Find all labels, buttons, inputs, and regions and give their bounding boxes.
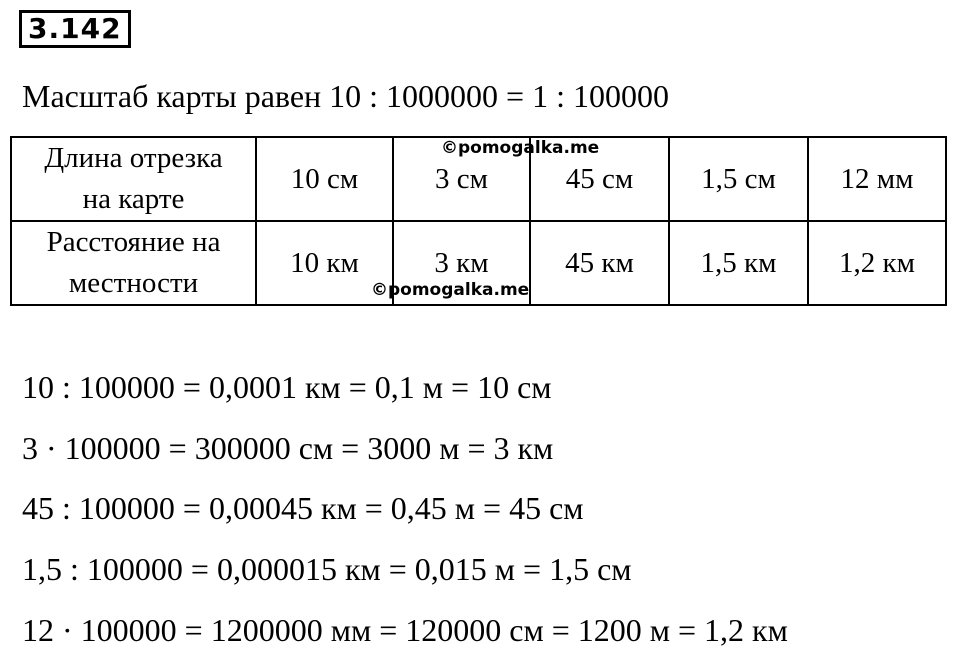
- row-header-line: на карте: [82, 183, 185, 215]
- table-cell: 3 км: [393, 221, 530, 305]
- table-cell: 3 см: [393, 137, 530, 221]
- row-header-line: Расстояние на: [46, 226, 221, 258]
- table-cell: 12 мм: [808, 137, 946, 221]
- row-header-line: местности: [68, 267, 199, 299]
- problem-number: 3.142: [19, 10, 131, 48]
- calculation-line: 45 : 100000 = 0,00045 км = 0,45 м = 45 см: [22, 490, 584, 526]
- calculation-line: 12 · 100000 = 1200000 мм = 120000 см = 1200 м = 1,2 км: [22, 612, 788, 648]
- calculation-line: 1,5 : 100000 = 0,000015 км = 0,015 м = 1,5 см: [22, 551, 632, 587]
- calculation-line: 10 : 100000 = 0,0001 км = 0,1 м = 10 см: [22, 369, 552, 405]
- row-header-line: Длина отрезка: [44, 142, 223, 174]
- table-cell: 1,5 см: [669, 137, 808, 221]
- calculation-line: 3 · 100000 = 300000 см = 3000 м = 3 км: [22, 430, 554, 466]
- table-cell: 10 км: [256, 221, 393, 305]
- table-cell: 45 км: [530, 221, 669, 305]
- row-header-ground-distance: [11, 221, 256, 305]
- watermark: ©pomogalka.me: [371, 280, 530, 300]
- watermark: ©pomogalka.me: [441, 138, 600, 158]
- table-cell: 1,5 км: [669, 221, 808, 305]
- row-header-map-length: [11, 137, 256, 221]
- scale-statement: Масштаб карты равен 10 : 1000000 = 1 : 100000: [22, 78, 669, 114]
- table-cell: 1,2 км: [808, 221, 946, 305]
- table-cell: 45 см: [530, 137, 669, 221]
- table-cell: 10 см: [256, 137, 393, 221]
